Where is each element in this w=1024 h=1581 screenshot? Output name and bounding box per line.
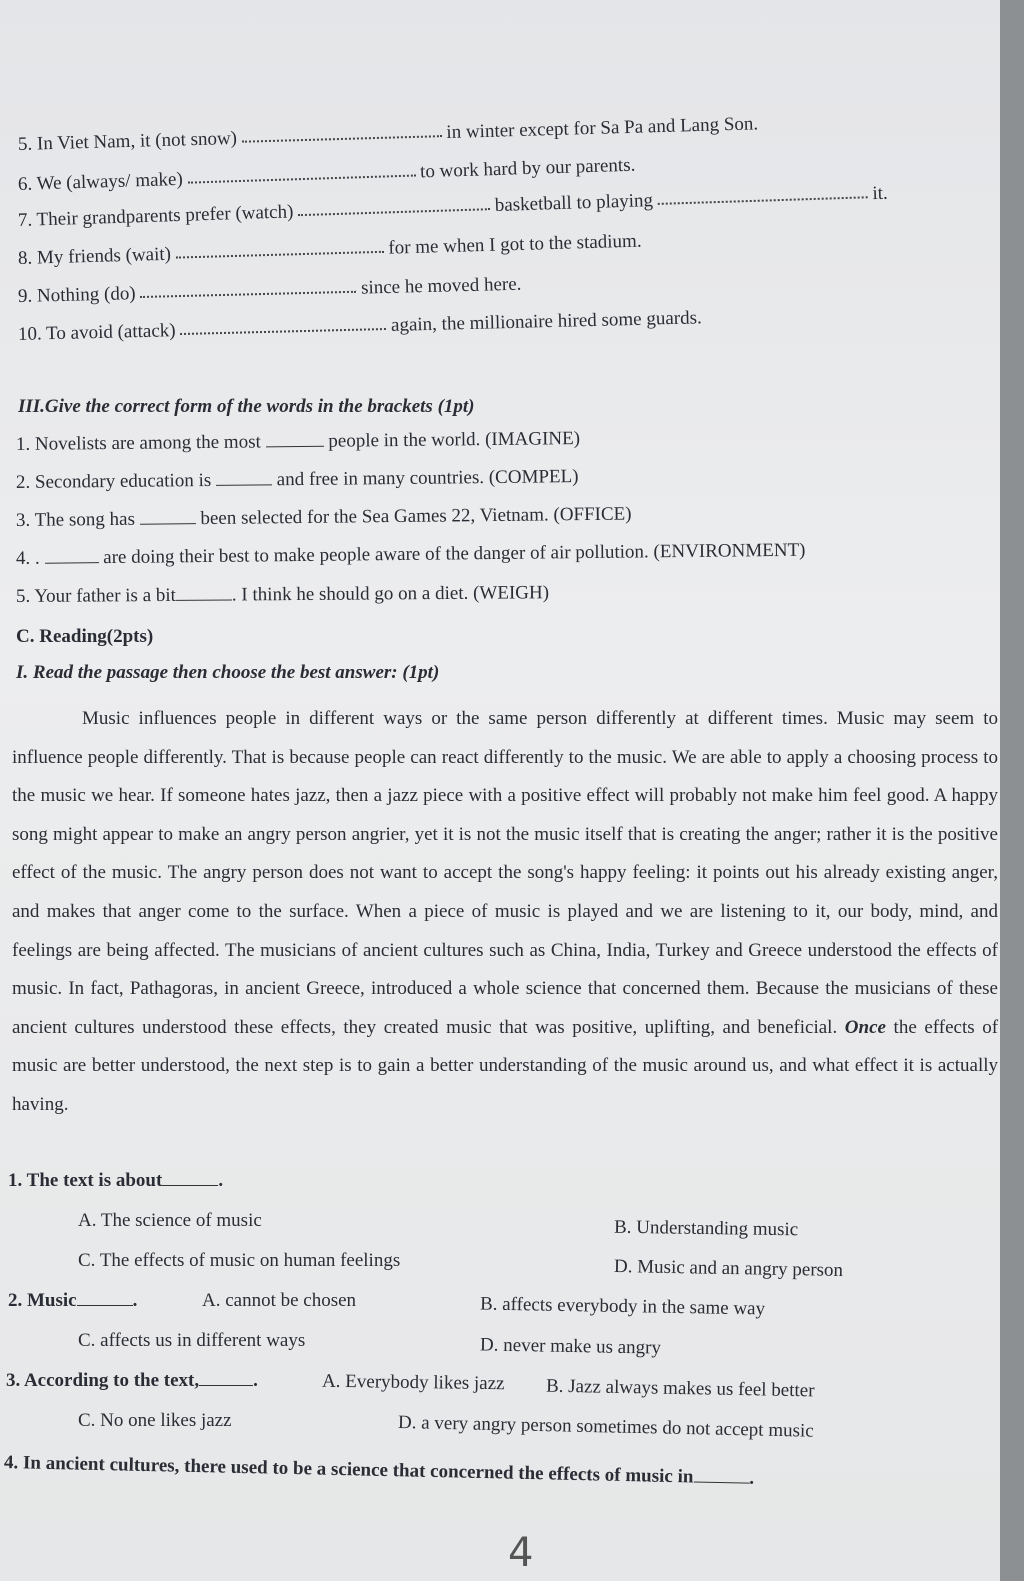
answer-blank[interactable] [140,521,196,525]
question-stem: 4. In ancient cultures, there used to be a science that concerned the effects of music in [3,1452,694,1488]
answer-blank[interactable] [45,560,99,564]
item-suffix: since he moved here. [360,273,522,299]
word-form-item-5 [16,582,549,609]
section-c-heading: C. Reading(2pts) [16,626,154,647]
item-after: people in the world. (IMAGINE) [328,428,581,452]
q2-option-b[interactable]: B. affects everybody in the same way [479,1293,766,1320]
question-stem: 1. The text is about [8,1170,163,1191]
answer-blank[interactable] [199,1383,253,1386]
q3-option-d[interactable]: D. a very angry person sometimes do not accept music [397,1412,814,1442]
question-3 [6,1370,258,1393]
passage-text: Music influences people in different ways or the same person differently at different times. Music may seem to influence people differently. That is because people can react differently to the music. We are able to apply a choosing process to the music we hear. If someone hates jazz, then a jazz piece with a positive effect will probably not make him feel good. A happy song might appear to make an angry person angrier, yet it is not the music itself that is creating the anger; rather it is the positive effect of the music. The angry person does not want to accept the song's happy feeling: it points out his already existing anger, and makes that anger come to the surface. When a piece of music is played and we are listening to it, our body, mind, and feelings are being affected. The musicians of ancient cultures such as China, India, Turkey and Greece understood the effects of music. In fact, Pathagoras, in ancient Greece, introduced a whole science that concerned them. Because the musicians of these ancient cultures understood these effects, they created music that was positive, uplifting, and beneficial. [12,708,998,1038]
passage-text-end: the effects of music are better understood, the next step is to gain a better understanding of the music around us, and what effect it is actually having. [12,1016,999,1115]
q2-option-d[interactable]: D. never make us angry [479,1334,662,1359]
item-prefix: 5. In Viet Nam, it (not snow) [17,127,238,155]
item-tail: it. [872,182,889,205]
page-number: 4 [508,1530,534,1576]
answer-dots[interactable] [140,286,356,297]
answer-dots[interactable] [242,131,442,143]
question-2 [8,1290,137,1313]
section-iii-heading: III.Give the correct form of the words in the brackets (1pt) [18,396,475,417]
passage-once: Once [844,1016,886,1038]
q2-option-c[interactable]: C. affects us in different ways [78,1330,306,1351]
punct: . [132,1290,138,1311]
answer-blank[interactable] [176,597,232,600]
answer-blank[interactable] [162,1183,218,1186]
answer-blank[interactable] [77,1303,133,1306]
item-prefix: 6. We (always/ make) [17,168,184,195]
answer-blank[interactable] [216,482,272,486]
punct: . [253,1370,258,1391]
q1-option-b[interactable]: B. Understanding music [613,1216,799,1241]
item-after: are doing their best to make people aware of the danger of air pollution. (ENVIRONMENT) [103,539,806,569]
item-before: 5. Your father is a bit [15,584,176,607]
answer-dots[interactable] [298,204,490,216]
q1-option-a[interactable]: A. The science of music [78,1210,262,1231]
answer-dots[interactable] [187,170,415,183]
question-stem: 2. Music [8,1290,77,1311]
page-edge [1000,0,1024,1581]
reading-passage [12,700,998,1125]
answer-blank[interactable] [266,444,324,448]
item-prefix: 10. To avoid (attack) [17,320,176,345]
item-prefix: 9. Nothing (do) [17,283,136,307]
answer-dots[interactable] [176,246,384,258]
answer-dots[interactable] [180,324,386,335]
q3-option-a[interactable]: A. Everybody likes jazz [321,1370,505,1395]
question-stem: 3. According to the text, [6,1370,200,1391]
item-before: 4. . [15,547,40,569]
item-prefix: 7. Their grandparents prefer (watch) [17,201,294,231]
q3-option-c[interactable]: C. No one likes jazz [78,1410,232,1431]
item-before: 2. Secondary education is [15,469,212,493]
punct: . [218,1170,224,1191]
answer-dots-2[interactable] [658,192,868,205]
reading-subheading: I. Read the passage then choose the best answer: (1pt) [16,662,440,683]
item-suffix: again, the millionaire hired some guards. [390,307,702,336]
item-before: 3. The song has [15,508,136,531]
punct: . [749,1467,755,1489]
q1-option-c[interactable]: C. The effects of music on human feelings [78,1250,401,1271]
item-suffix: to work hard by our parents. [419,154,636,183]
q1-option-d[interactable]: D. Music and an angry person [613,1256,844,1281]
question-1 [8,1170,223,1193]
item-suffix: for me when I got to the stadium. [388,230,642,259]
item-suffix: in winter except for Sa Pa and Lang Son. [446,113,759,144]
item-suffix: basketball to playing [494,190,654,217]
item-after: and free in many countries. (COMPEL) [276,466,579,491]
q2-option-a[interactable]: A. cannot be chosen [202,1290,357,1311]
item-before: 1. Novelists are among the most [15,431,261,455]
item-prefix: 8. My friends (wait) [17,243,172,269]
q3-option-b[interactable]: B. Jazz always makes us feel better [545,1375,815,1402]
item-after: been selected for the Sea Games 22, Vietnam. (OFFICE) [200,503,632,530]
answer-blank[interactable] [693,1479,749,1483]
item-after: . I think he should go on a diet. (WEIGH) [231,582,550,606]
